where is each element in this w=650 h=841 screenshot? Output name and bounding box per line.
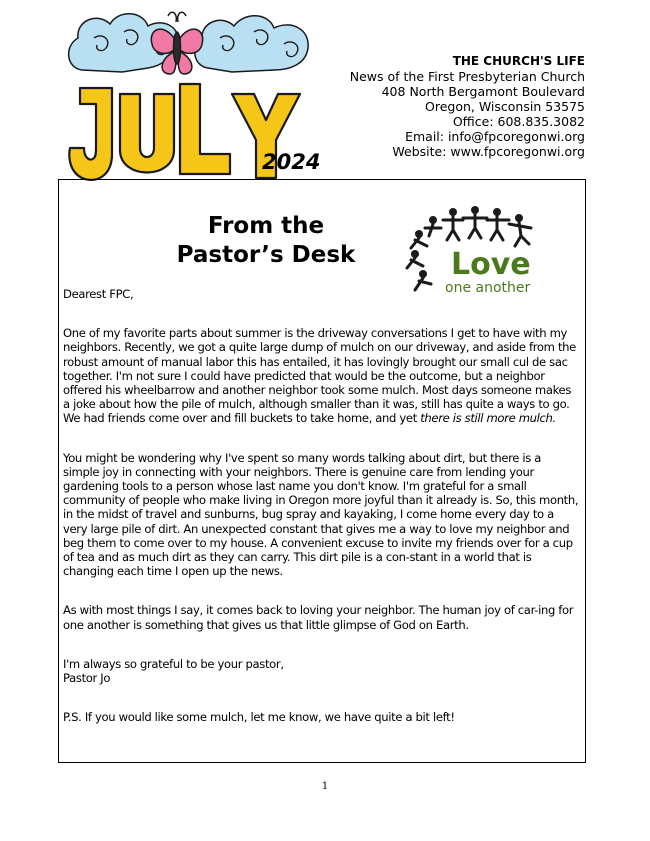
- paragraph-1: [63, 326, 579, 425]
- logo-one-another-text: one another: [445, 280, 531, 296]
- love-one-another-logo: [401, 204, 551, 296]
- paragraph-2: You might be wondering why I've spent so many words talking about dirt, but there is a simple joy in connecting with your neighbors. There is genuine care from lending your gardening tools to a person whose last name you don't know. I'm grateful for a small community of people who make living in Oregon more joyful than it already is. So, this month, in the midst of travel and sunburns, bug spray and kayaking, I come home every day to a very large pile of dirt. An unexpected constant that gives me a way to love my neighbor and beg them to come over to my house. A convenient excuse to invite my friends over for a cup of tea and as much dirt as they can carry. This dirt pile is a con-stant in a world that is changing each time I open up the news.: [63, 450, 579, 579]
- article-title: [141, 212, 391, 270]
- logo-love-text: Love: [451, 247, 531, 282]
- salutation: Dearest FPC,: [63, 287, 134, 301]
- article-body: [63, 287, 579, 749]
- postscript: P.S. If you would like some mulch, let me know, we have quite a bit left!: [63, 710, 455, 725]
- paragraph-1-text: One of my favorite parts about summer is the driveway conversations I get to have with my neighbors. Recently, we got a quite large dump of mulch on our driveway, and aside from the robust amount of manual labor this has entailed, it has lovingly brought our small cul de sac together. I'm not sure I could have predicted that would be the outcome, but a neighbor offered his wheelbarrow and another neighbor took some mulch. Most days someone makes a joke about how the pile of mulch, although smaller than it was, still has quite a ways to go. We had friends come over and fill buckets to take home, and yet: [63, 326, 576, 426]
- paragraph-1-emphasis: there is still more mulch.: [420, 411, 556, 426]
- pastor-article-box: [58, 179, 586, 763]
- newsletter-title: THE CHURCH'S LIFE: [452, 54, 585, 68]
- page-number: 1: [321, 781, 329, 792]
- signature: Pastor Jo: [63, 671, 111, 686]
- church-address: 408 North Bergamont Boulevard: [381, 84, 585, 99]
- church-info-block: [350, 54, 585, 159]
- closing-block: [63, 657, 579, 685]
- masthead-year: 2024: [262, 150, 321, 174]
- newsletter-subtitle: News of the First Presbyterian Church: [349, 69, 585, 84]
- paragraph-3: As with most things I say, it comes back to loving your neighbor. The human joy of car-ing for one another is something that gives us that little glimpse of God on Earth.: [63, 603, 574, 632]
- church-email: Email: info@fpcoregonwi.org: [405, 129, 585, 144]
- article-title-line1: From the: [207, 213, 325, 239]
- closing-line: I'm always so grateful to be your pastor,: [63, 656, 284, 671]
- church-website: Website: www.fpcoregonwi.org: [392, 144, 585, 159]
- church-office-phone: Office: 608.835.3082: [452, 114, 585, 129]
- article-title-line2: Pastor’s Desk: [176, 242, 356, 268]
- church-city: Oregon, Wisconsin 53575: [424, 99, 585, 114]
